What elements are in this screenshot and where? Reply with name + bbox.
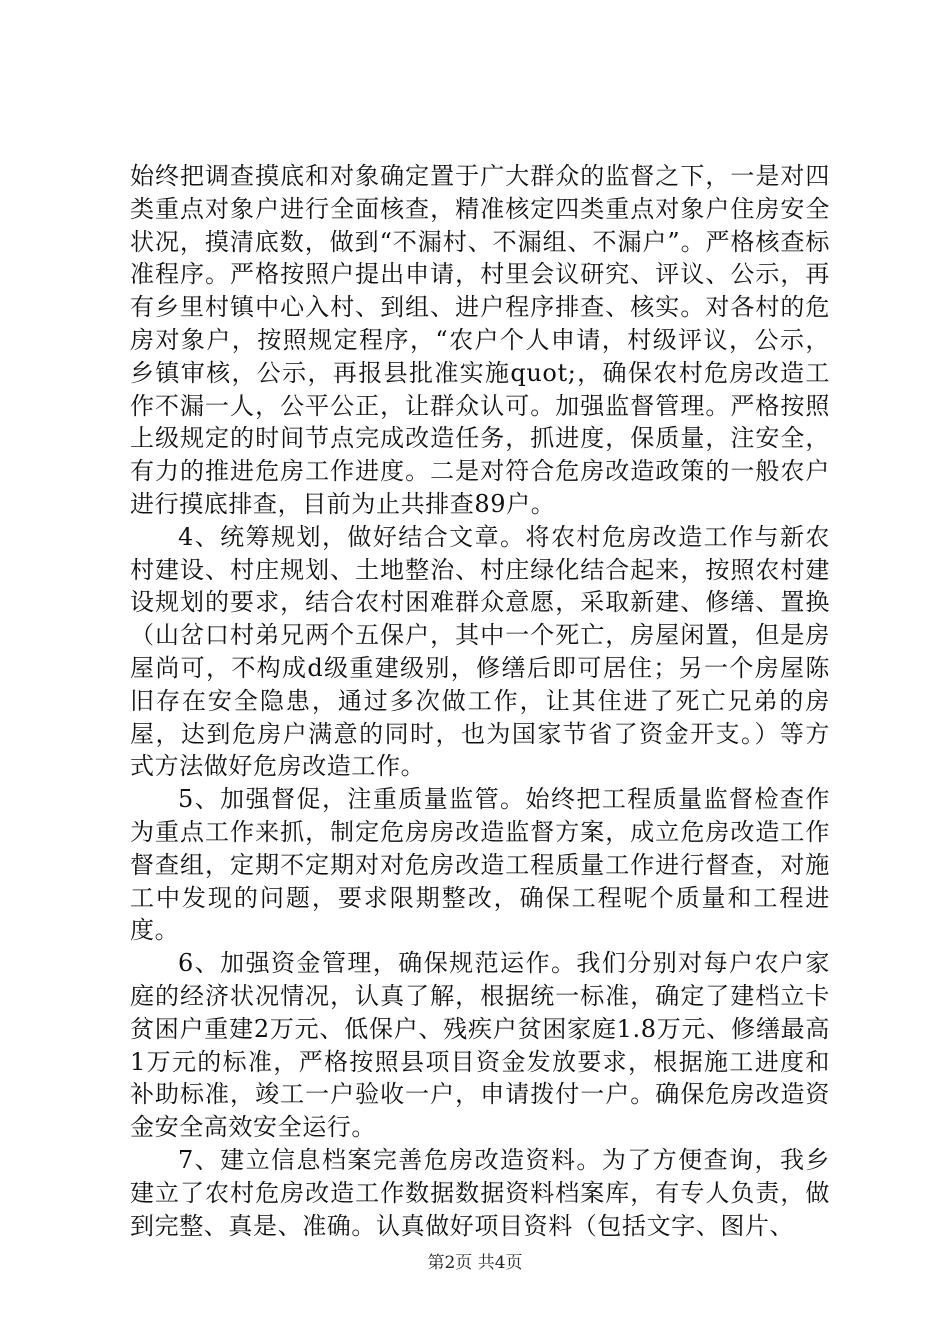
paragraph-4: 6、加强资金管理，确保规范运作。我们分别对每户农户家庭的经济状况情况，认真了解，根据统一标准，确定了建档立卡贫困户重建2万元、低保户、残疾户贫困家庭1.8万元、修缮最高1万元的标准，严格按照县项目资金发放要求，根据施工进度和补助标准，竣工一户验收一户，申请拨付一户。确保危房改造资金安全高效安全运行。 — [130, 949, 830, 1142]
paragraph-3: 5、加强督促，注重质量监管。始终把工程质量监督检查作为重点工作来抓，制定危房房改造监督方案，成立危房改造工作督查组，定期不定期对对危房改造工程质量工作进行督查，对施工中发现的问题，要求限期整改，确保工程呢个质量和工程进度。 — [130, 785, 830, 945]
paragraph-1: 始终把调查摸底和对象确定置于广大群众的监督之下，一是对四类重点对象户进行全面核查，精准核定四类重点对象户住房安全状况，摸清底数，做到“不漏村、不漏组、不漏户”。严格核查标准程序。严格按照户提出申请，村里会议研究、评议、公示，再有乡里村镇中心入村、到组、进户程序排查、核实。对各村的危房对象户，按照规定程序，“农户个人申请，村级评议，公示，乡镇审核，公示，再报县批准实施quot;，确保农村危房改造工作不漏一人，公平公正，让群众认可。加强监督管理。严格按照上级规定的时间节点完成改造任务，抓进度，保质量，注安全，有力的推进危房工作进度。二是对符合危房改造政策的一般农户进行摸底排查，目前为止共排查89户。 — [130, 162, 830, 518]
paragraph-5: 7、建立信息档案完善危房改造资料。为了方便查询，我乡建立了农村危房改造工作数据数据资料档案库，有专人负责，做到完整、真是、准确。认真做好项目资料（包括文字、图片、 — [130, 1145, 830, 1240]
paragraph-2: 4、统筹规划，做好结合文章。将农村危房改造工作与新农村建设、村庄规划、土地整治、村庄绿化结合起来，按照农村建设规划的要求，结合农村困难群众意愿，采取新建、修缮、置换（山岔口村弟兄两个五保户，其中一个死亡，房屋闲置，但是房屋尚可，不构成d级重建级别，修缮后即可居住；另一个房屋陈旧存在安全隐患，通过多次做工作，让其住进了死亡兄弟的房屋，达到危房户满意的同时，也为国家节省了资金开支。）等方式方法做好危房改造工作。 — [130, 522, 830, 781]
document-body — [130, 160, 830, 1242]
page-footer: 第2页 共4页 — [427, 1253, 523, 1273]
